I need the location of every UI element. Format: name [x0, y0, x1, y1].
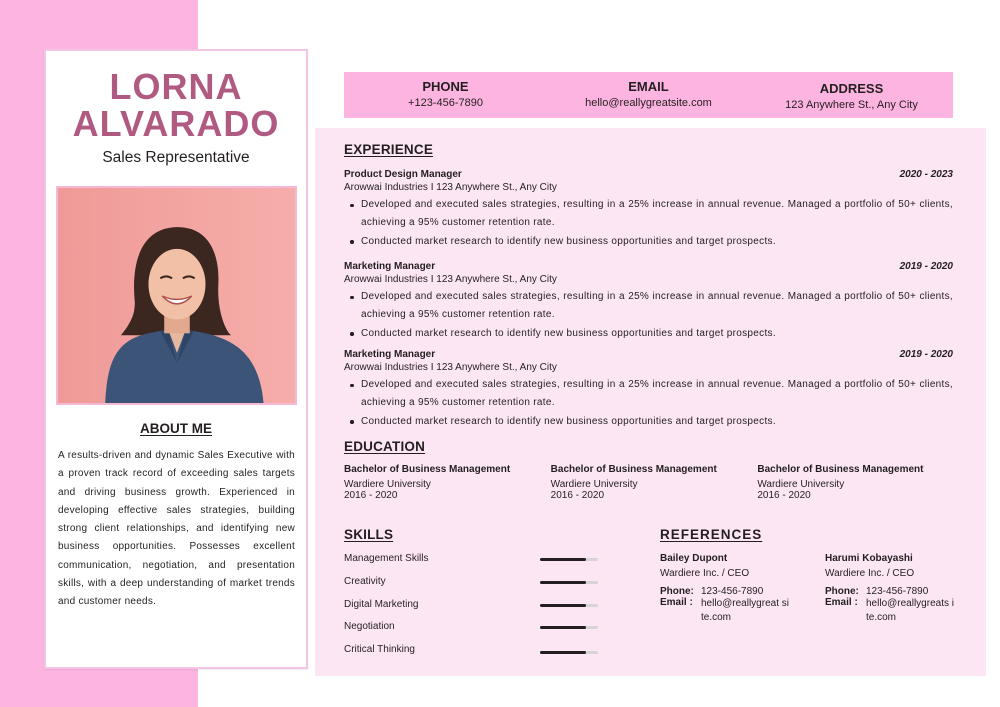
skills-list	[344, 552, 599, 666]
years: 2016 - 2020	[344, 490, 398, 501]
job-title: Marketing Manager	[344, 349, 436, 360]
reference-org: Wardiere Inc. / CEO	[660, 568, 750, 579]
reference-phone: 123-456-7890	[701, 586, 764, 597]
phone-label: Phone:	[660, 586, 694, 597]
email-value: hello@reallygreatsite.com	[585, 97, 712, 109]
skill-name: Creativity	[344, 575, 386, 587]
references-list	[660, 552, 990, 625]
reference-email: hello@reallygreat site.com	[701, 598, 789, 623]
reference-name: Harumi Kobayashi	[825, 553, 913, 564]
skill-item	[344, 620, 599, 643]
job-company: Arowwai Industries I 123 Anywhere St., Any City	[344, 274, 557, 285]
skill-name: Negotiation	[344, 621, 395, 633]
reference-phone: 123-456-7890	[866, 586, 929, 597]
job-bullet: Developed and executed sales strategies, resulting in a 25% increase in annual revenue. Managed a portfolio of 50+ clients, achieving a 95% customer retention rate.	[344, 288, 953, 325]
about-me-text: A results-driven and dynamic Sales Executive with a proven track record of exceeding sales targets and driving business growth. Experienced in developing effective sales strategies, building strong client relationships, and identifying new business opportunities. Possesses excellent communication, negotiation, and presentation skills, with a deep understanding of market trends and customer needs.	[58, 450, 295, 608]
job-dates: 2019 - 2020	[899, 261, 953, 272]
job-company: Arowwai Industries I 123 Anywhere St., Any City	[344, 362, 557, 373]
experience-entry	[344, 348, 953, 431]
main-content-panel	[315, 128, 986, 676]
skill-level-bar	[540, 581, 598, 584]
education-entry	[344, 463, 551, 501]
reference-entry	[660, 552, 825, 625]
profile-card	[44, 49, 308, 669]
experience-entry	[344, 260, 953, 343]
job-company: Arowwai Industries I 123 Anywhere St., Any City	[344, 182, 557, 193]
reference-org: Wardiere Inc. / CEO	[825, 568, 915, 579]
skill-item	[344, 643, 599, 666]
skill-level-bar	[540, 604, 598, 607]
contact-label: PHONE	[422, 79, 469, 94]
skill-item	[344, 575, 599, 598]
education-entry	[757, 463, 964, 501]
contact-email	[547, 72, 750, 118]
job-title: Marketing Manager	[344, 261, 436, 272]
portrait-photo-icon	[56, 186, 297, 405]
years: 2016 - 2020	[550, 490, 605, 501]
job-role: Sales Representative	[102, 149, 250, 166]
skill-level-bar	[540, 558, 598, 561]
job-bullet: Developed and executed sales strategies, resulting in a 25% increase in annual revenue. Managed a portfolio of 50+ clients, achieving a 95% customer retention rate.	[344, 196, 953, 233]
degree: Bachelor of Business Management	[757, 464, 924, 475]
first-name: LORNA	[109, 66, 243, 107]
reference-entry	[825, 552, 990, 625]
education-heading: EDUCATION	[344, 439, 426, 454]
school: Wardiere University	[757, 479, 845, 490]
address-value: 123 Anywhere St., Any City	[785, 99, 918, 111]
reference-name: Bailey Dupont	[660, 553, 728, 564]
job-bullet: Developed and executed sales strategies, resulting in a 25% increase in annual revenue. Managed a portfolio of 50+ clients, achieving a 95% customer retention rate.	[344, 376, 953, 413]
skill-level-bar	[540, 626, 598, 629]
skill-item	[344, 598, 599, 621]
degree: Bachelor of Business Management	[550, 464, 717, 475]
skill-level-bar	[540, 651, 598, 654]
reference-email: hello@reallygreats ite.com	[866, 598, 954, 623]
email-label: Email :	[660, 597, 693, 608]
job-bullet: Conducted market research to identify new business opportunities and target prospects.	[344, 325, 953, 343]
job-dates: 2019 - 2020	[899, 349, 953, 360]
contact-label: ADDRESS	[819, 81, 884, 96]
contact-phone	[344, 72, 547, 118]
skill-name: Management Skills	[344, 553, 429, 564]
phone-value: +123-456-7890	[408, 97, 483, 109]
degree: Bachelor of Business Management	[344, 464, 511, 475]
contact-address	[750, 72, 953, 118]
experience-heading: EXPERIENCE	[344, 142, 434, 157]
skill-name: Critical Thinking	[344, 644, 415, 656]
contact-bar	[344, 72, 953, 118]
phone-label: Phone:	[825, 586, 859, 597]
school: Wardiere University	[550, 479, 638, 490]
education-list	[344, 463, 964, 501]
job-title: Product Design Manager	[344, 169, 462, 180]
skills-heading: SKILLS	[344, 527, 394, 542]
email-label: Email :	[825, 597, 858, 608]
about-me-heading: ABOUT ME	[140, 421, 212, 436]
school: Wardiere University	[344, 479, 431, 490]
job-bullet: Conducted market research to identify new business opportunities and target prospects.	[344, 233, 953, 251]
skill-item	[344, 552, 599, 575]
job-bullet: Conducted market research to identify new business opportunities and target prospects.	[344, 413, 953, 431]
last-name: ALVARADO	[72, 103, 280, 144]
years: 2016 - 2020	[757, 490, 811, 501]
contact-label: EMAIL	[628, 79, 669, 94]
skill-name: Digital Marketing	[344, 598, 419, 610]
experience-entry	[344, 168, 953, 251]
education-entry	[551, 463, 758, 501]
references-heading: REFERENCES	[660, 527, 763, 542]
job-dates: 2020 - 2023	[899, 169, 953, 180]
